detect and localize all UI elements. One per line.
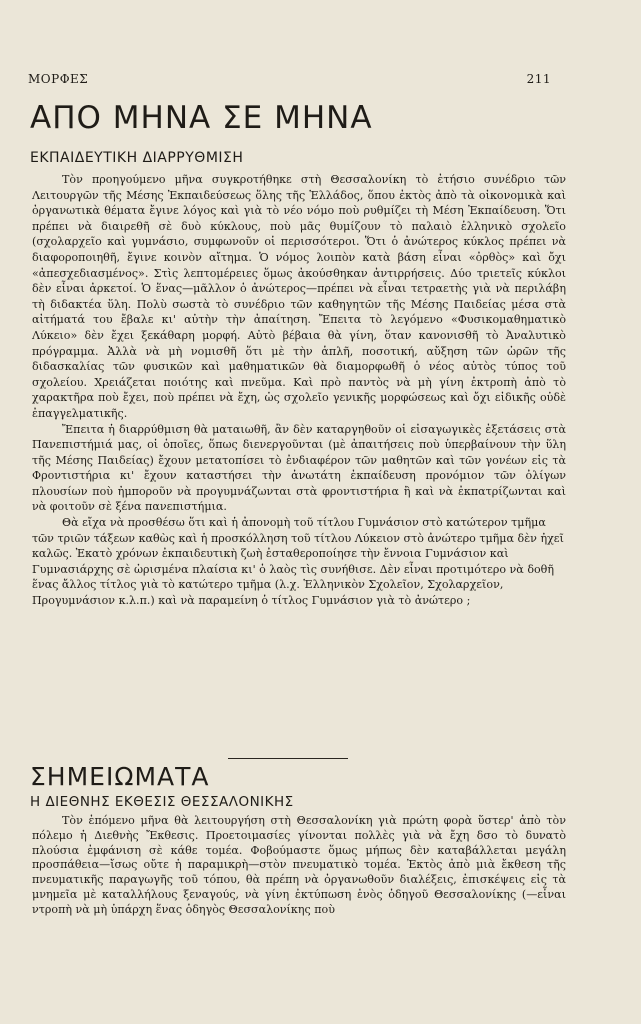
article-title: ΑΠΟ ΜΗΝΑ ΣΕ ΜΗΝΑ (30, 100, 373, 136)
section-divider (228, 758, 348, 759)
notes-subtitle: Η ΔΙΕΘΝΗΣ ΕΚΘΕΣΙΣ ΘΕΣΣΑΛΟΝΙΚΗΣ (30, 794, 294, 810)
notes-body (32, 814, 566, 918)
journal-name: ΜΟΡΦΕΣ (28, 72, 89, 86)
paragraph: Τὸν προηγούμενο μῆνα συγκροτήθηκε στὴ Θεσσαλονίκη τὸ ἐτήσιο συνέδριο τῶν Λειτουργῶν τῆς Μέσης Ἐκπαιδεύσεως ὅλης τῆς Ἑλλάδος, ὅπου ἐκτὸς ἀπὸ τὰ οἰκονομικὰ καὶ ὀργανωτικὰ θέματα ἔγινε λόγος καὶ γιὰ τὸ νέο νόμο ποὺ ρυθμίζει τὴ Μέση Ἐκπαίδευση. Ὅτι πρέπει νὰ διαιρεθῆ σὲ δυὸ κύκλους, ποὺ μᾶς θυμίζουν τὸ παλαιὸ ἑλληνικὸ σχολεῖο (σχολαρχεῖο καὶ γυμνάσιο, συμφωνοῦν οἱ περισσότεροι. Ὅτι ὁ ἀνώτερος κύκλος πρέπει νὰ διαφοροποιηθῆ, ἔγινε κοινὸν αἴτημα. Ὁ νόμος λοιπὸν κατὰ βάση εἶναι «ὀρθὸς» καὶ ὄχι «ἀπεσχεδιασμένος». Στὶς λεπτομέρειες ὅμως ἀκούσθηκαν ἀντιρρήσεις. Δύο τριετεῖς κύκλοι δὲν εἶναι ἀρκετοί. Ὁ ἕνας—μᾶλλον ὁ ἀνώτερος—πρέπει νὰ εἶναι τετραετὴς γιὰ νὰ περιλάβη τὴ διδακτέα ὕλη. Πολὺ σωστὰ τὸ συνέδριο τῶν καθηγητῶν τῆς Μέσης Παιδείας μέσα στὰ αἰτήματά του ἔβαλε κι' αὐτὴν τὴν ἀπαίτηση. Ἔπειτα τὸ λεγόμενο «Φυσικομαθηματικὸ Λύκειο» δὲν ἔχει ξεκάθαρη μορφή. Αὐτὸ βέβαια θὰ γίνη, ὅταν κανονισθῆ τὸ Ἀναλυτικὸ πρόγραμμα. Ἀλλὰ νὰ μὴ νομισθῆ ὅτι μὲ τὴν ἁπλῆ, ποσοτική, αὔξηση τῶν ὡρῶν τῆς διδασκαλίας τῶν φυσικῶν καὶ μαθηματικῶν θὰ διαμορφωθῆ ὁ νέος αὐτὸς τύπος τοῦ σχολείου. Χρειάζεται ποιότης καὶ πνεῦμα. Καὶ πρὸ παντὸς νὰ μὴ γίνη ἐκτροπὴ ἀπὸ τὸ χαρακτῆρα ποὺ ἔχει, ποὺ πρέπει νὰ ἔχη, ὡς σχολεῖο γενικῆς μορφώσεως καὶ ὄχι εἰδικῆς οὐδὲ ἐπαγγελματικῆς. (32, 173, 566, 420)
paragraph: Τὸν ἑπόμενο μῆνα θὰ λειτουργήση στὴ Θεσσαλονίκη γιὰ πρώτη φορὰ ὕστερ' ἀπὸ τὸν πόλεμο ἡ Διεθνὴς Ἔκθεσις. Προετοιμασίες γίνονται πολλὲς γιὰ νὰ ἔχη δσο τὸ δυνατὸ πλούσια ἐμφάνιση σὲ κάθε τομέα. Φοβούμαστε ὅμως μήπως δὲν καταβάλλεται μεγάλη προσπάθεια—ἴσως οὔτε ἡ παραμικρὴ—στὸν πνευματικὸ τομέα. Ἐκτὸς ἀπὸ μιὰ ἔκθεση τῆς πνευματικῆς παραγωγῆς τοῦ τόπου, θὰ πρέπη νὰ ὀργανωθοῦν διαλέξεις, ἐπισκέψεις εἰς τὰ μνημεῖα μὲ καταλλήλους ξεναγούς, νὰ γίνη ἐκτύπωση ἑνὸς ὁδηγοῦ Θεσσαλονίκης (—εἶναι ντροπὴ νὰ μὴ ὑπάρχη ἕνας ὁδηγὸς Θεσσαλονίκης ποὺ (32, 814, 566, 916)
paragraph: Θὰ εἴχα νὰ προσθέσω ὅτι καὶ ἡ ἀπονομὴ τοῦ τίτλου Γυμνάσιον στὸ κατώτερον τμῆμα τῶν τριῶν τάξεων καθὼς καὶ ἡ προσκόλληση τοῦ τίτλου Λύκειον στὸ ἀνώτερο τμῆμα δὲν ἠχεῖ καλῶς. Ἑκατὸ χρόνων ἐκπαιδευτικὴ ζωὴ ἐσταθεροποίησε τὴν ἔννοια Γυμνάσιον καὶ Γυμνασιάρχης σὲ ὡρισμένα πλαίσια κι' ὁ λαὸς τὶς συνήθισε. Δὲν εἶναι προτιμότερο νὰ δοθῆ ἕνας ἄλλος τίτλος γιὰ τὸ κατώτερο τμῆμα (λ.χ. Ἑλληνικὸν Σχολεῖον, Σχολαρχεῖον, Προγυμνάσιον κ.λ.π.) καὶ νὰ παραμείνη ὁ τίτλος Γυμνάσιον γιὰ τὸ ἀνώτερο ; (32, 516, 564, 608)
section-heading: ΕΚΠΑΙΔΕΥΤΙΚΗ ΔΙΑΡΡΥΘΜΙΣΗ (30, 150, 244, 166)
running-head (28, 72, 551, 86)
page-number: 211 (526, 72, 551, 86)
paragraph: Ἔπειτα ἡ διαρρύθμιση θὰ ματαιωθῆ, ἂν δὲν καταργηθοῦν οἱ εἰσαγωγικὲς ἐξετάσεις στὰ Πανεπιστήμιά μας, οἱ ὁποῖες, ὅπως διενεργοῦνται (μὲ ἀπαιτήσεις ποὺ ὑπερβαίνουν τὴν ὕλη τῆς Μέσης Παιδείας) ἔχουν μετατοπίσει τὸ ἐνδιαφέρον τῶν μαθητῶν καὶ τῶν γονέων εἰς τὰ Φροντιστήρια κι' ἔχουν καταστήσει τὴν ἀνωτάτη ἐκπαίδευση προνόμιον τῶν ὀλίγων πλουσίων ποὺ ἠμποροῦν νὰ προγυμνάζωνται στὰ φροντιστήρια ἢ καὶ νὰ ἐκπατρίζωνται καὶ νὰ φοιτοῦν σὲ ξένα πανεπιστήμια. (32, 422, 566, 514)
notes-title: ΣΗΜΕΙΩΜΑΤΑ (30, 762, 210, 791)
article-body (32, 172, 566, 609)
